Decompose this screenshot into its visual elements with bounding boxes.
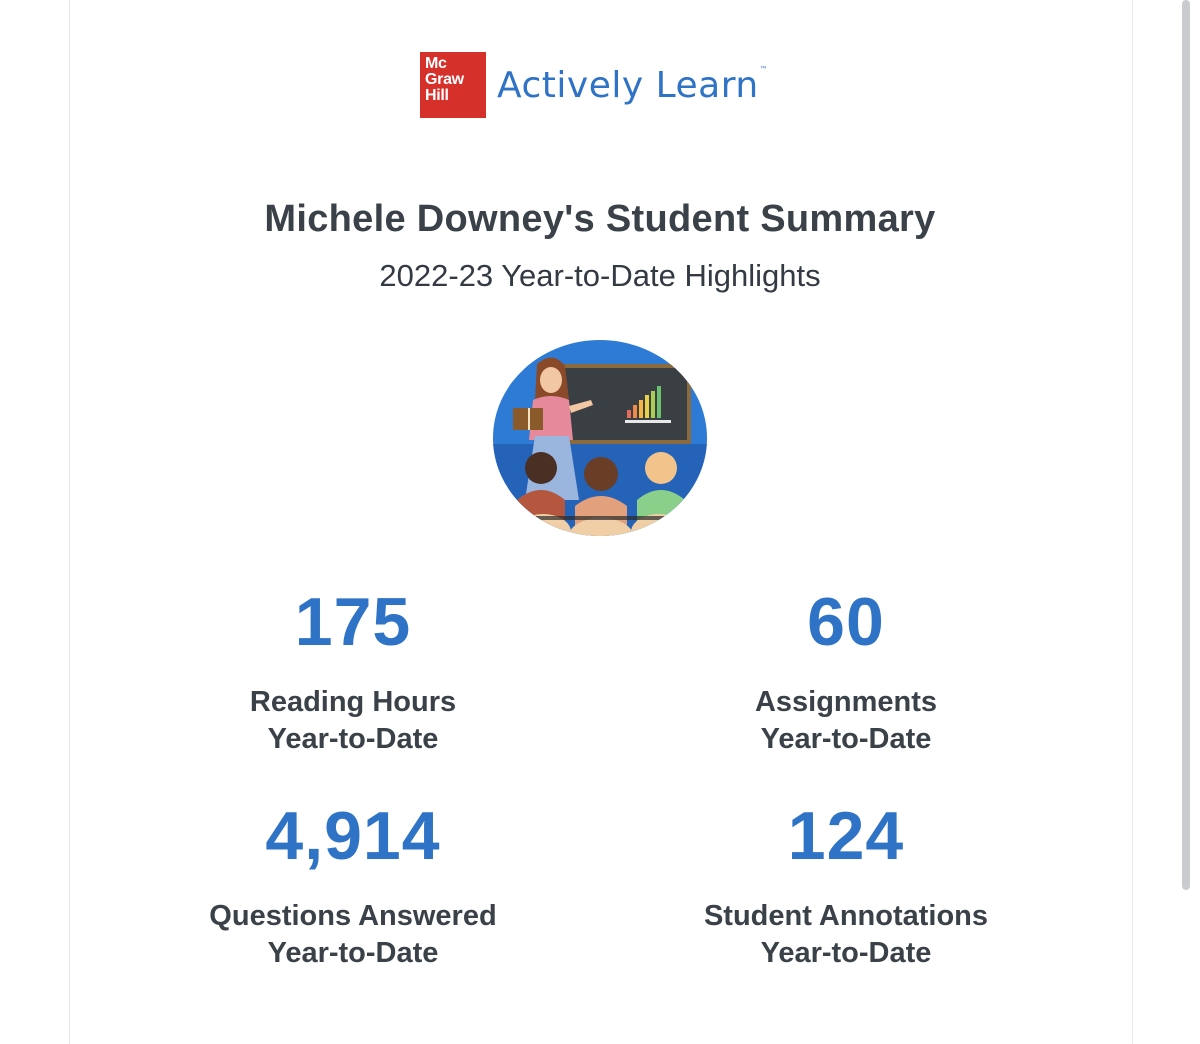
logo-line-graw: Graw (425, 71, 464, 88)
stat-questions-answered (153, 796, 553, 972)
student-3-head (645, 452, 677, 484)
stat-label-line1: Reading Hours (249, 686, 457, 718)
logo-line-mc: Mc (425, 55, 447, 72)
student-1-head (525, 452, 557, 484)
teacher-face (540, 367, 562, 393)
stat-label-line2: Year-to-Date (760, 723, 932, 755)
stat-student-annotations (646, 796, 1046, 972)
stat-label-line1: Student Annotations (703, 900, 989, 932)
board-bar-5 (651, 391, 655, 418)
board-axis (625, 420, 671, 423)
stat-assignments (646, 582, 1046, 758)
stat-label (153, 684, 553, 758)
page-title: Michele Downey's Student Summary (264, 198, 936, 240)
illustration-svg (493, 340, 707, 536)
board-bar-2 (633, 405, 637, 418)
trademark-symbol: ™ (759, 64, 769, 74)
book-spine (528, 408, 530, 430)
stat-value: 4,914 (265, 798, 441, 874)
stat-label-line1: Questions Answered (209, 900, 497, 932)
product-name (497, 65, 768, 106)
stat-label-line2: Year-to-Date (267, 937, 439, 969)
product-name-text: Actively Learn (497, 64, 759, 106)
seat-row (493, 516, 707, 520)
student-2-head (584, 457, 618, 491)
stat-value: 60 (807, 584, 885, 660)
stat-label-line1: Assignments (754, 686, 938, 718)
stat-label (153, 898, 553, 972)
board-bar-4 (645, 395, 649, 418)
stat-reading-hours (153, 582, 553, 758)
scrollbar[interactable] (1182, 0, 1190, 890)
student-3-body (637, 490, 685, 536)
board-bar-1 (627, 410, 631, 418)
student-1-body (517, 490, 565, 536)
stat-value: 124 (787, 798, 905, 874)
stat-label (646, 898, 1046, 972)
brand-logo (420, 52, 768, 118)
teacher-classroom-icon (493, 340, 707, 536)
mcgraw-hill-logo (420, 52, 486, 118)
page-subtitle: 2022-23 Year-to-Date Highlights (379, 258, 821, 293)
board-bar-6 (657, 386, 661, 418)
blackboard (555, 368, 687, 440)
logo-line-hill: Hill (425, 87, 449, 104)
stat-label-line2: Year-to-Date (267, 723, 439, 755)
stat-label-line2: Year-to-Date (760, 937, 932, 969)
board-bar-3 (639, 400, 643, 418)
stat-label (646, 684, 1046, 758)
stat-value: 175 (294, 584, 412, 660)
